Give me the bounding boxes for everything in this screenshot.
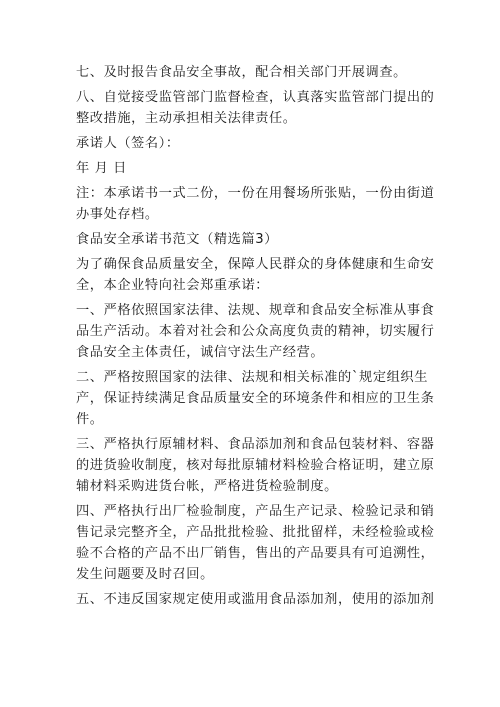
text-line: 八、自觉接受监管部门监督检查，认真落实监管部门提出的 — [76, 90, 435, 105]
paragraph — [76, 62, 428, 83]
text-line: 产，保证持续满足食品质量安全的环境条件和相应的卫生条 — [76, 391, 435, 406]
paragraph — [76, 229, 428, 250]
text-line: 食品安全承诺书范文（精选篇3） — [76, 232, 279, 247]
text-line: 四、严格执行出厂检验制度，产品生产记录、检验记录和销 — [76, 504, 435, 519]
text-line: 一、严格依照国家法律、法规、规章和食品安全标准从事食 — [76, 303, 435, 318]
text-line: 全，本企业特向社会郑重承诺： — [76, 278, 270, 293]
paragraph — [76, 158, 428, 179]
text-line: 年 月 日 — [76, 161, 127, 176]
text-line: 二、严格按照国家的法律、法规和相关标准的`规定组织生 — [76, 370, 428, 385]
paragraph — [76, 300, 435, 363]
text-line: 承诺人（签名）： — [76, 136, 180, 151]
text-line: 整改措施，主动承担相关法律责任。 — [76, 111, 297, 126]
text-line: 注：本承诺书一式二份，一份在用餐场所张贴，一份由街道 — [76, 186, 435, 201]
text-line: 辅材料采购进货台帐，严格进货检验制度。 — [76, 479, 338, 494]
paragraph — [76, 501, 435, 585]
document-body — [76, 62, 435, 610]
text-line: 售记录完整齐全，产品批批检验、批批留样，未经检验或检 — [76, 525, 435, 540]
text-line: 七、及时报告食品安全事故，配合相关部门开展调查。 — [76, 65, 407, 80]
text-line: 发生问题要及时召回。 — [76, 567, 214, 582]
paragraph — [76, 254, 435, 296]
text-line: 为了确保食品质量安全，保障人民群众的身体健康和生命安 — [76, 257, 435, 272]
paragraph — [76, 367, 435, 430]
text-line: 办事处存档。 — [76, 207, 159, 222]
text-line: 五、不违反国家规定使用或滥用食品添加剂，使用的添加剂 — [76, 592, 435, 607]
text-line: 的进货验收制度，核对每批原辅材料检验合格证明，建立原 — [76, 458, 435, 473]
text-line: 件。 — [76, 412, 104, 427]
text-line: 品生产活动。本着对社会和公众高度负责的精神，切实履行 — [76, 324, 435, 339]
text-line: 验不合格的产品不出厂销售，售出的产品要具有可追溯性， — [76, 546, 435, 561]
paragraph — [76, 183, 435, 225]
text-line: 三、严格执行原辅材料、食品添加剂和食品包装材料、容器 — [76, 437, 435, 452]
paragraph — [76, 589, 435, 610]
text-line: 食品安全主体责任，诚信守法生产经营。 — [76, 345, 325, 360]
paragraph — [76, 133, 428, 154]
paragraph — [76, 434, 435, 497]
paragraph — [76, 87, 435, 129]
